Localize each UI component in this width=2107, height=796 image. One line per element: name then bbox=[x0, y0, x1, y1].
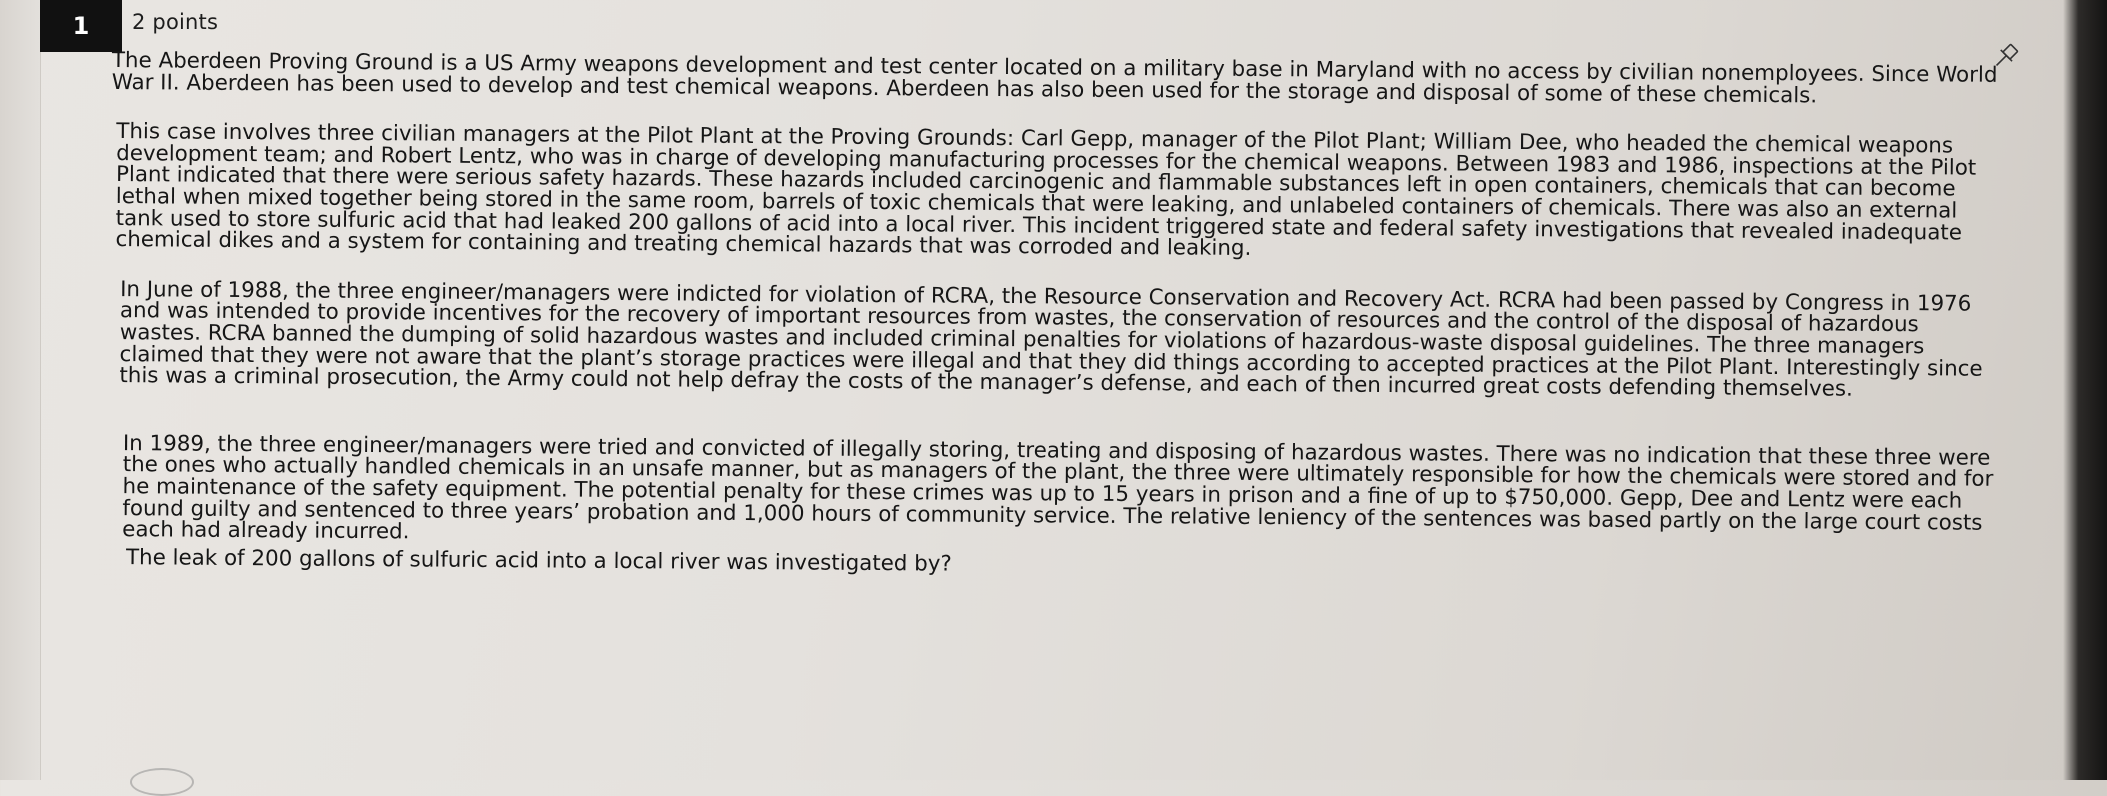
question-paragraph: This case involves three civilian managers at the Pilot Plant at the Proving Grounds: Carl Gepp, manager of the Pilot Plant; William Dee, who headed the chemical weapons development team; and Robert Lentz, who was in charge of developing manufacturing processes for the chemical weapons. Between 1983 and 1986, inspections at the Pilot Plant indicated that there were serious safety hazards. These hazards included carcinogenic and flammable substances left in open containers, chemicals that can become lethal when mixed together being stored in the same room, barrels of toxic chemicals that were leaking, and unlabeled containers of chemicals. There was also an external tank used to store sulfuric acid that had leaked 200 gallons of acid into a local river. This incident triggered state and federal safety investigations that revealed inadequate chemical dikes and a system for containing and treating chemical hazards that was corroded and leaking. bbox=[115, 119, 1977, 262]
question-points: 2 points bbox=[132, 10, 219, 34]
question-paragraph: The Aberdeen Proving Ground is a US Army weapons development and test center located on a military base in Maryland with no access by civilian nonemployees. Since World War II. Aberdeen has been used to develop and test chemical weapons. Aberdeen has also been used for the storage and disposal of some of these chemicals. bbox=[111, 48, 1998, 108]
screen-edge bbox=[2063, 0, 2107, 780]
question-paragraph: In 1989, the three engineer/managers were tried and convicted of illegally storing, treating and disposing of hazardous wastes. There was no indication that these three were the ones who actually handled chemicals in an unsafe manner, but as managers of the plant, the three were ultimately responsible for how the chemicals were stored and for he maintenance of the safety equipment. The potential penalty for these crimes was up to 15 years in prison and a fine of up to $750,000. Gepp, Dee and Lentz were each found guilty and sentenced to three years’ probation and 1,000 hours of community service. The relative leniency of the sentences was based partly on the large court costs each had already incurred. bbox=[122, 430, 1994, 545]
left-rail bbox=[0, 0, 41, 780]
question-paragraph: In June of 1988, the three engineer/managers were indicted for violation of RCRA, the Resource Conservation and Recovery Act. RCRA had been passed by Congress in 1976 and was intended to provide incentives for the recovery of important resources from wastes, the conservation of resources and the control of the disposal of hazardous wastes. RCRA banned the dumping of solid hazardous wastes and included criminal penalties for violations of hazardous-waste disposal guidelines. The three managers claimed that they were not aware that the plant’s storage practices were illegal and that they did things according to accepted practices at the Pilot Plant. Interestingly since this was a criminal prosecution, the Army could not help defray the costs of the manager’s defense, and each of then incurred great costs defending themselves. bbox=[119, 276, 1983, 402]
answer-radio-partial[interactable] bbox=[130, 768, 194, 796]
question-body bbox=[108, 50, 2002, 611]
question-number-badge: 1 bbox=[40, 0, 122, 52]
question-prompt: The leak of 200 gallons of sulfuric acid into a local river was investigated by? bbox=[125, 544, 952, 577]
